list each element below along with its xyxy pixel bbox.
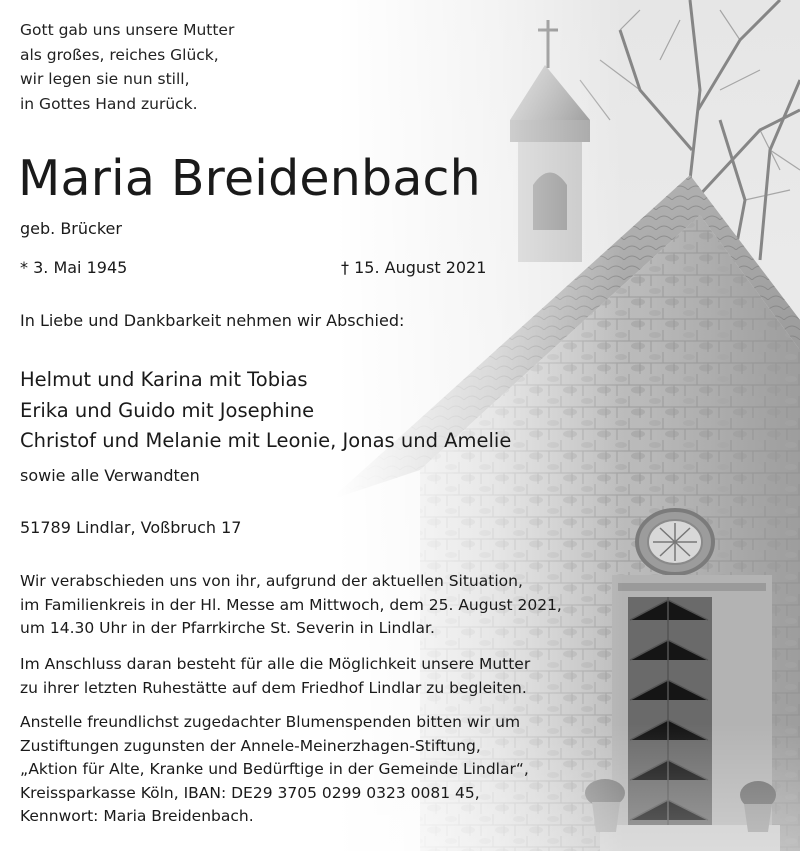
burial-paragraph (20, 653, 530, 700)
farewell-intro: In Liebe und Dankbarkeit nehmen wir Abschied: (20, 311, 405, 330)
paragraph-line: Kreissparkasse Köln, IBAN: DE29 3705 0299 0323 0081 45, (20, 783, 480, 802)
paragraph-line: „Aktion für Alte, Kranke und Bedürftige in der Gemeinde Lindlar“, (20, 760, 529, 778)
family-member: Erika und Guido mit Josephine (20, 398, 315, 422)
paragraph-line: um 14.30 Uhr in der Pfarrkirche St. Severin in Lindlar. (20, 619, 435, 637)
family-member: Christof und Melanie mit Leonie, Jonas und Amelie (20, 429, 512, 452)
poem-line: in Gottes Hand zurück. (20, 94, 198, 113)
poem-line: wir legen sie nun still, (20, 70, 190, 88)
maiden-name: geb. Brücker (20, 219, 122, 238)
paragraph-line: zu ihrer letzten Ruhestätte auf dem Friedhof Lindlar zu begleiten. (20, 678, 527, 697)
relatives-line: sowie alle Verwandten (20, 466, 200, 485)
family-member: Helmut und Karina mit Tobias (20, 368, 308, 391)
poem-line: als großes, reiches Glück, (20, 45, 219, 64)
paragraph-line: Zustiftungen zugunsten der Annele-Meinerzhagen-Stiftung, (20, 736, 481, 755)
paragraph-line: im Familienkreis in der Hl. Messe am Mittwoch, dem 25. August 2021, (20, 595, 562, 614)
family-list (20, 365, 511, 457)
address: 51789 Lindlar, Voßbruch 17 (20, 518, 242, 537)
paragraph-line: Kennwort: Maria Breidenbach. (20, 807, 254, 825)
poem-line: Gott gab uns unsere Mutter (20, 21, 235, 39)
paragraph-line: Anstelle freundlichst zugedachter Blumenspenden bitten wir um (20, 713, 521, 731)
paragraph-line: Im Anschluss daran besteht für alle die Möglichkeit unsere Mutter (20, 655, 531, 673)
deceased-name: Maria Breidenbach (18, 150, 481, 207)
poem (20, 18, 234, 116)
birth-date: * 3. Mai 1945 (20, 258, 128, 277)
paragraph-line: Wir verabschieden uns von ihr, aufgrund der aktuellen Situation, (20, 572, 523, 590)
donation-paragraph (20, 711, 529, 829)
service-paragraph (20, 570, 562, 641)
death-date: † 15. August 2021 (341, 258, 487, 277)
